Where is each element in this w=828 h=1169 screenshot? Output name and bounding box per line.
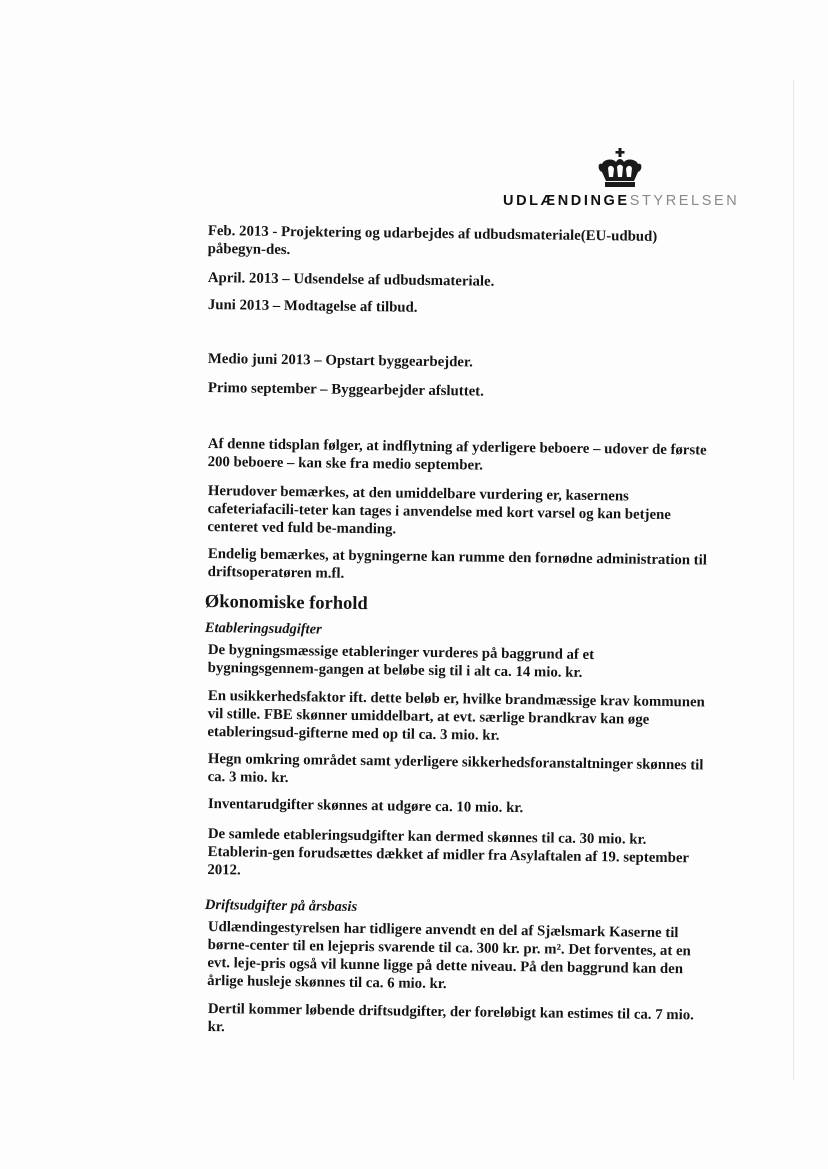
- timeline-item: Juni 2013 – Modtagelse af tilbud.: [207, 296, 418, 316]
- subheading-driftsudgifter: Driftsudgifter på årsbasis: [204, 897, 358, 915]
- royal-crown-icon: [596, 148, 644, 192]
- paragraph: Hegn omkring området samt yderligere sikkerhedsforanstaltninger skønnes til ca. 3 mio. kr.: [207, 750, 704, 787]
- paragraph: En usikkerhedsfaktor ift. dette beløb er, hvilke brandmæssige krav kommunen vil stille. FBE skønner umiddelbart, at evt. særlige brandkrav kan øge etableringsud-gifterne med op til ca. 3 mio. kr.: [207, 687, 705, 744]
- page-edge-shadow: [793, 80, 794, 1080]
- timeline-item: Medio juni 2013 – Opstart byggearbejder.: [207, 350, 473, 371]
- paragraph: Dertil kommer løbende driftsudgifter, der foreløbigt kan estimes til ca. 7 mio. kr.: [207, 1000, 695, 1036]
- paragraph: De samlede etableringsudgifter kan dermed skønnes til ca. 30 mio. kr. Etablerin-gen forudsættes dækket af midler fra Asylaftalen af 19. september 2012.: [207, 825, 689, 879]
- agency-logotype: [503, 193, 739, 209]
- subheading-etableringsudgifter: Etableringsudgifter: [204, 620, 322, 638]
- paragraph: Inventarudgifter skønnes at udgøre ca. 10 mio. kr.: [207, 795, 524, 817]
- paragraph: Herudover bemærkes, at den umiddelbare vurdering er, kasernens cafeteriafacili-teter kan tages i anvendelse med kort varsel og kan betjene centeret ved fuld be-manding.: [207, 482, 671, 538]
- paragraph: De bygningsmæssige etableringer vurderes på baggrund af et bygningsgennem-gangen at beløbe sig til i alt ca. 14 mio. kr.: [207, 641, 595, 681]
- timeline-item: Feb. 2013 - Projektering og udarbejdes af udbudsmateriale(EU-udbud) påbegyn-des.: [207, 222, 658, 259]
- agency-name-light: STYRELSEN: [629, 193, 740, 209]
- section-heading: Økonomiske forhold: [204, 592, 368, 615]
- timeline-item: April. 2013 – Udsendelse af udbudsmateriale.: [207, 269, 495, 290]
- timeline-item: Primo september – Byggearbejder afsluttet.: [207, 379, 484, 400]
- paragraph: Af denne tidsplan følger, at indflytning af yderligere beboere – udover de første 200 beboere – kan ske fra medio september.: [207, 435, 707, 474]
- paragraph: Udlændingestyrelsen har tidligere anvendt en del af Sjælsmark Kaserne til børne-center til en lejepris svarende til ca. 300 kr. pr. m². Det forventes, at en evt. leje-pris også vil kunne ligge på dette niveau. På den baggrund kan den årlige husleje skønnes til ca. 6 mio. kr.: [207, 918, 691, 993]
- paragraph: Endelig bemærkes, at bygningerne kan rumme den fornødne administration til driftsoperatøren m.fl.: [207, 545, 707, 582]
- agency-name-bold: UDLÆNDINGE: [503, 193, 630, 209]
